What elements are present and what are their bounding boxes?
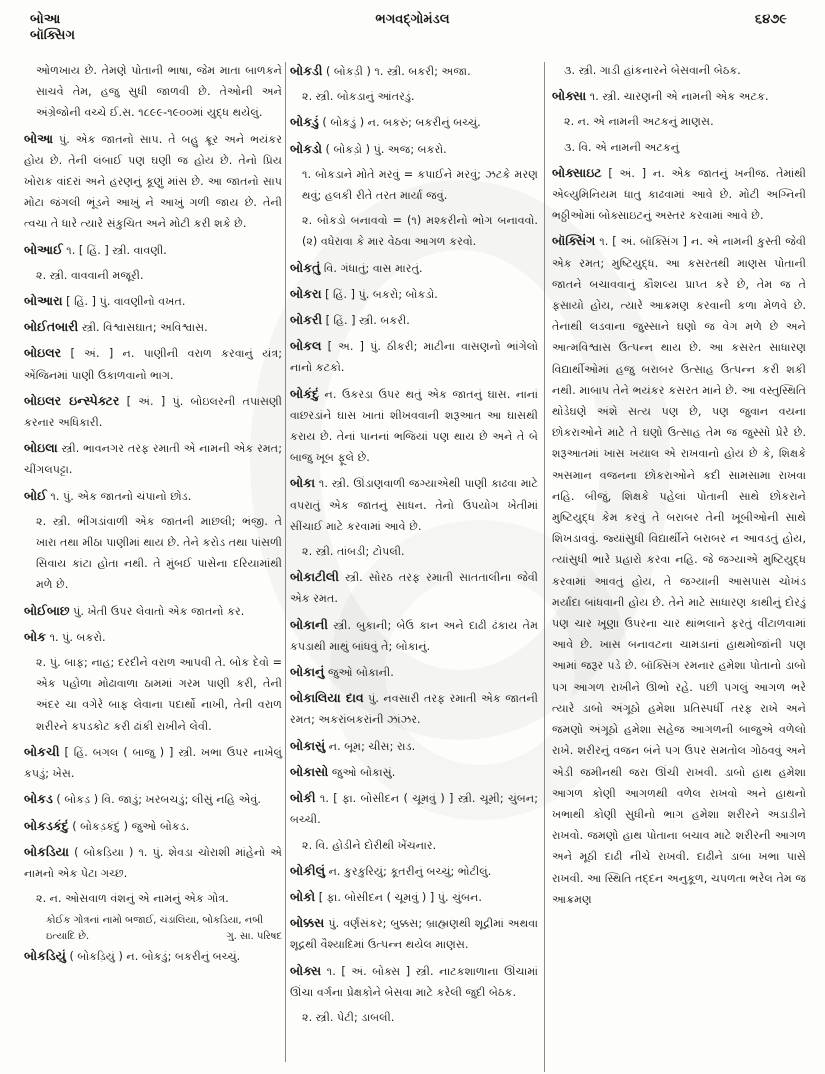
dictionary-entry <box>290 735 538 757</box>
definition: ( બોકડ઼ી ) ૧. સ્ત્રી. બકરી; અજા. <box>326 65 471 78</box>
dictionary-entry <box>290 960 538 1003</box>
definition: ( બોકડ઼ો ) પું. અજ; બકરો. <box>325 142 447 156</box>
definition: જુઓ બોકાની. <box>327 666 394 680</box>
headword: બોક્સ <box>290 962 322 978</box>
headword: બોકલ <box>290 338 322 354</box>
dictionary-entry <box>290 383 538 469</box>
headword: બોકરા <box>290 285 322 301</box>
dictionary-entry <box>290 860 538 882</box>
sub-sense: ૧. બોકડાને મોતે મરવું = કપાઈને મરવું; ઝટકે મરણ થવું; હલકી રીતે તરત માર્યા જવું. <box>302 167 538 203</box>
dictionary-entry <box>24 239 282 261</box>
dictionary-entry <box>290 614 538 657</box>
dictionary-entry <box>290 309 538 331</box>
headword: બોકતું <box>290 259 321 275</box>
dictionary-entry <box>290 138 538 160</box>
dictionary-entry <box>290 257 538 279</box>
dictionary-entry <box>290 335 538 378</box>
dictionary-entry <box>24 626 282 648</box>
headword: બોઆરા <box>24 293 63 309</box>
headword: બોકડું <box>290 114 319 130</box>
sub-sense: ૩. વિ. એ નામની અટકનું <box>564 140 680 154</box>
definition: પું. ખેતી ઉપર લેવાતો એક જાતનો કર. <box>73 604 245 618</box>
definition: [ અ. ] પું. ઠીકરી; માટીના વાસણનો ભાંગેલો નાનો કટકો. <box>290 340 538 375</box>
headword: બોકાટીલી <box>290 569 339 585</box>
definition: ( બોકડ઼ું ) ન. બકરું; બકરીનું બચ્ચું. <box>322 116 481 130</box>
definition: ૧. [ અં. બૉક્સિંગ ] ન. એ નામની કુસ્તી જેવી એક રમત; મુષ્ટિયુદ્ધ. આ કસરતથી માણસ પોતાની જાતને બચાવવાનું કૌશલ્ય પ્રાપ્ત કરે છે, તેમ જ તે ફસાયો હોય, ત્યારે આક્રમણ કરવાની કળા મેળવે છે. તેનાથી લડવાના જુસ્સાને ઘણો જ વેગ મળે છે અને આત્મવિશ્વાસ ઉત્પન્ન થાય છે. આ કસરત સાધારણ વિદ્યાર્થીઓમાં હજુ બરાબર ઉત્સાહ ઉત્પન્ન કરી શકી નથી. માબાપ તેને ભયંકર કસરત માને છે. આ વસ્તુસ્થિતિ થોડેઘણે અંશે સત્ય પણ છે, પણ જુવાન વયના છોકરાઓને માટે તે ઘણો ઉત્સાહ તેમ જ જુસ્સો પ્રેરે છે. શરૂઆતમાં ખાસ ખયાલ એ રાખવાનો હોય છે કે, શિક્ષકે અસમાન વજનના છોકરાઓને કદી સામસામા રાખવા નહિ. બીજું, શિક્ષકે પહેલાં પોતાની સાથે છોકરાને મુષ્ટિયુદ્ધ કેમ કરવું તે બરાબર તેની ખૂબીઓની સાથે શિખડાવવું. જ્યાંસુધી વિદ્યાર્થીને બરાબર ન આવડતું હોય, ત્યાંસુધી ભારે પ્રહારો કરવા નહિ. જે જગ્યાએ મુષ્ટિયુદ્ધ કરવામાં આવતું હોય, તે જગ્યાની આસપાસ ચોખંડ મર્યાદા બાંધવાની હોય છે. તેને માટે સાધારણ કાથીનું દોરડું પણ ચાર ખૂણા ઉપરના ચાર થાંભલાને ફરતું વીંટાળવામાં આવે છે. ખાસ બનાવટના ચામડાનાં હાથમોજાંની પણ આમાં જરૂર પડે છે. બૉક્સિંગ રમનાર હમેશા પોતાનો ડાબો પગ આગળ રાખીને ઊભો રહે. પછી પગલું આગળ ભરે ત્યારે ડાબો અંગૂઠો હમેશા પ્રતિસ્પર્ધી તરફ રાખે અને જમણો અંગૂઠો હમેશા સહેજ આગળની બાજુએ વળેલો રાખે. શરીરનું વજન બંને પગ ઉપર સમતોલ ગોઠવવું અને એડી જમીનથી જરા ઊંચી રાખવી. ડાબો હાથ હમેશા આગળ કોણી આગળથી વળેલ રાખવો અને હાથનો ખભાથી કોણી સુધીનો ભાગ હમેશા શરીરને અડાડીને રાખવો. જમણો હાથ પોતાના બચાવ માટે શરીરની આગળ અને મૂઠી દાઢી નીચે રાખવી. દાઢીને ડાબા ખભા પાસે રાખવી. આ સ્થિતિ તદ્દન અનુકૂળ, ચપળતા ભરેલ તેમ જ આક્રમણ <box>552 235 806 906</box>
dictionary-entry <box>24 342 282 385</box>
note-text: કોઈક ગોત્રનાં નામો બજાઈ, ચંડાલિયા, બોકડિયા, નબી ઇત્યાદિ છે. <box>46 915 264 943</box>
dictionary-entry <box>290 661 538 683</box>
guide-word-last: બૉક્સિગ <box>30 28 75 43</box>
definition: ( બોકડ઼કંદું ) જુઓ બોકડ. <box>72 819 190 833</box>
headword: બોકંદું <box>290 385 319 401</box>
dictionary-entry <box>24 841 282 884</box>
definition: સ્ત્રી. સોરઠ તરફ રમાતી સાતતાલીના જેવી એક રમત. <box>290 571 538 606</box>
headword: બૉક્સિંગ <box>552 233 596 249</box>
headword: બોઆઈ <box>24 241 63 257</box>
sub-sense: ૨. સ્ત્રી. વાવવાની મજૂરી. <box>36 268 144 282</box>
definition: ( બોકડ઼િયા ) ૧. પું. શેવડા ચોરાશી માંહેનો એ નામનો એક પેટા ગચ્છ. <box>24 845 282 880</box>
note-source: ગુ. સા. પરિષદ <box>226 931 282 943</box>
dictionary-entry <box>24 741 282 784</box>
definition: [ અં. ] ન. એક જાતનું ખનીજ. તેમાંથી એલ્યુમિનિયમ ધાતુ કાઢવામાં આવે છે. મોટી અગ્નિની ભઠ્ઠીઓમાં બોક્સાઇટનું અસ્તર કરવામાં આવે છે. <box>552 166 806 223</box>
headword: બોકડો <box>290 140 322 156</box>
sub-sense: ૨. સ્ત્રી. તાંબડી; ટોપલી. <box>302 545 405 559</box>
headword: બોકાનું <box>290 664 325 680</box>
dictionary-entry <box>290 687 538 730</box>
dictionary-entry <box>290 566 538 609</box>
definition: [ હિં. બગલ ( બાજુ ) ] સ્ત્રી. ખભા ઉપર નાખેલું કપડું; ખેસ. <box>24 745 282 781</box>
column-divider <box>285 62 286 1062</box>
dictionary-entry <box>24 437 282 480</box>
column-divider <box>544 62 545 1072</box>
headword: બોઈ <box>24 487 47 503</box>
definition: ૧. [ અં. બોક્સ ] સ્ત્રી. નાટકશાળાના ઊંચામાં ઊંચા વર્ગના પ્રેક્ષકોને બેસવા માટે કરેલી જુદી બેઠક. <box>290 964 538 999</box>
sub-sense: ૨. ન. એ નામની અટકનું માણસ. <box>564 115 714 129</box>
headword: બોકાસો <box>290 763 329 779</box>
definition: ૧. સ્ત્રી. ચારણની એ નામની એક અટક. <box>589 90 769 104</box>
definition: ( બોકડ઼િયું ) ન. બોકડું; બકરીનું બચ્ચું. <box>69 950 241 964</box>
definition: [ હિં. ] પું. વાવણીનો વખત. <box>66 295 186 309</box>
definition: ૧. [ ફા. બોસીદન ( ચૂમવું ) ] સ્ત્રી. ચૂમી; ચુંબન; બચ્ચી. <box>290 792 538 827</box>
definition: [ હિં. ] પું. બકરો; બોકડો. <box>325 287 438 301</box>
headword: બોકડિયા <box>24 843 69 859</box>
page-title: ભગવદ્ગોમંડલ <box>375 12 450 27</box>
dictionary-entry <box>24 945 282 967</box>
headword: બોઈતબારી <box>24 319 79 335</box>
dictionary-entry <box>290 472 538 537</box>
headword: બોકડી <box>290 63 323 78</box>
sub-sense: ૩. સ્ત્રી. ગાડી હાંકનારને બેસવાની બેઠક. <box>564 64 741 77</box>
dictionary-entry <box>290 761 538 783</box>
definition: ન. ઉકરડા ઉપર થતું એક જાતનું ઘાસ. નાનાં વાછરડાંને ઘાસ ખાતાં શીખવવાની શરૂઆત આ ઘાસથી કરાય છે. તેનાં પાનનાં ભજિયાં પણ થાય છે અને તે બે બાજુ ખૂબ ફૂલે છે. <box>290 387 538 465</box>
page-number: ૬૪૭૯ <box>754 12 787 27</box>
headword: બોકી <box>290 790 316 806</box>
headword: બોક્સા <box>552 88 587 104</box>
definition: ન. બૂમ; ચીસ; રાડ. <box>328 739 416 753</box>
definition: [ અં. ] પું. બોઇલરની તપાસણી કરનાર અધિકારી. <box>24 394 282 430</box>
dictionary-entry <box>24 316 282 338</box>
definition: ન. કુરકુરિયું; કૂતરીનું બચ્ચું; ભોટીલું. <box>328 864 492 878</box>
headword: બોક <box>24 628 46 644</box>
citation-note <box>46 913 282 945</box>
definition: [ હિં. ] સ્ત્રી. બકરી. <box>325 314 410 328</box>
definition: ૧. પું. એક જાતનો ચંપાનો છોડ. <box>50 489 192 503</box>
guide-word-first: બોઆ <box>30 12 61 27</box>
headword: બોકડિયું <box>24 948 66 964</box>
definition: ૧. સ્ત્રી. ઊંડાણવાળી જગ્યાએથી પાણી કાઢવા માટે વપરાતું એક જાતનું સાધન. તેનો ઉપયોગ ખેતીમાં સીંચાઈ માટે કરવામાં આવે છે. <box>290 477 538 533</box>
dictionary-entry <box>24 600 282 622</box>
dictionary-entry <box>290 283 538 305</box>
continued-text: ઓળખાય છે. તેમણે પોતાની ભાષા, જેમ માતા બાળકને સાચવે તેમ, હજુ સુધી જાળવી છે. તેઓની અને અંગ્રેજોની વચ્ચે ઈ.સ. ૧૮૯૯-૧૯૦૦માં યુદ્ધ થયેલું. <box>36 64 282 120</box>
sub-sense: ૨. ન. ઓસવાળ વંશનું એ નામનું એક ગોત્ર. <box>36 892 229 906</box>
column-right <box>552 60 806 914</box>
dictionary-entry <box>552 85 806 107</box>
dictionary-entry <box>24 815 282 837</box>
sub-sense: ૨. સ્ત્રી. બોકડાનું આંતરડું. <box>302 90 415 104</box>
dictionary-entry <box>290 886 538 908</box>
headword: બોઇલર ઇન્સ્પેક્ટર <box>24 392 120 408</box>
definition: ૧. [ હિં. ] સ્ત્રી. વાવણી. <box>66 243 167 257</box>
headword: બોક્કસ <box>290 915 325 931</box>
definition: વિ. ગંધાતું; વાસ મારતું. <box>323 261 423 275</box>
dictionary-entry <box>24 485 282 507</box>
headword: બોક્સાઇટ <box>552 164 602 180</box>
headword: બોકાલિયા દાવ <box>290 690 364 706</box>
headword: બોકચી <box>24 743 60 759</box>
sub-sense: ૨. પું. બાફ; નાહ; દરદીને વરાળ આપવી તે. બોક દેવો = એક પહોળા મોઢાવાળા ઠામમાં ગરમ પાણી કરી, તેની અંદર ચા વગેરે બાફ લેવાના પદાર્થો નાખી, તેની વરાળ શરીરને કપડકોટ કરી ઢાંકી રાખીને લેવી. <box>36 656 282 733</box>
definition: જુઓ બોકાસું. <box>331 765 396 779</box>
definition: પું. વર્ણસંકર; બુક્કસ; બ્રાહ્મણથી શૂદ્રીમાં અથવા શૂદ્રથી વૈશ્યાદિમાં ઉત્પન્ન થયેલ માણસ. <box>290 917 538 952</box>
headword: બોકીલું <box>290 862 326 878</box>
sub-sense: ૨. સ્ત્રી. પેટી; ડાબલી. <box>302 1010 395 1024</box>
dictionary-entry <box>24 390 282 433</box>
definition: સ્ત્રી. વિશ્વાસઘાત; અવિશ્વાસ. <box>81 321 208 335</box>
dictionary-entry <box>24 290 282 312</box>
headword: બોકડકંદું <box>24 817 69 833</box>
headword: બોકો <box>290 888 316 904</box>
headword: બોકા <box>290 475 316 491</box>
headword: બોઈબાછ <box>24 602 70 618</box>
headword: બોકાની <box>290 616 328 632</box>
dictionary-entry <box>24 788 282 810</box>
definition: [ અં. ] ન. પાણીની વરાળ કરવાનું યંત્ર; એંજિનમાં પાણી ઉકાળવાનો ભાગ. <box>24 347 283 382</box>
definition: ( બોકડ઼ ) વિ. જાડું; ખરબચડું; લીસું નહિ એવું. <box>56 793 261 807</box>
sub-sense: ૨. સ્ત્રી. ભીંગડાંવાળી એક જાતની માછલી; ભંજી. તે ખારા તથા મીઠા પાણીમાં થાય છે. તેને કરોડ તથા પાંસળી સિવાય કાંટા હોતા નથી. તે મુંબઈ પાસેના દરિયામાંથી મળે છે. <box>36 514 282 592</box>
definition: પું. એક જાતનો સાપ. તે બહુ ક્રૂર અને ભયંકર હોય છે. તેની લંબાઈ પણ ઘણી જ હોય છે. તેનો પ્રિય ખોરાક વાંદરાં અને હરણનું કૂણું માંસ છે. આ જાતનો સાપ મોટા જંગલી ભૂંડને આખું ને આખું ગળી જાય છે. તેની ત્વચા તે ધારે ત્યારે સંકુચિત અને મોટી કરી શકે છે. <box>24 132 282 231</box>
definition: સ્ત્રી. ભાવનગર તરફ રમાતી એ નામની એક રમત; ચીંગલપટ્ટા. <box>24 442 282 477</box>
headword: બોઆ <box>24 130 54 146</box>
headword: બોકડ <box>24 791 53 807</box>
definition: સ્ત્રી. બુકાની; બેઉ કાન અને દાઢી ઢંકાય તેમ કપડાથી માથું બાંધવું તે; બોકાનું. <box>290 618 538 653</box>
sub-sense: ૨. બોકડો બનાવવો = (૧) મશ્કરીનો ભોગ બનાવવો. (૨) વધેરાવા કે માર વેઠવા આગળ કરવો. <box>302 214 538 249</box>
dictionary-entry <box>290 111 538 133</box>
column-middle <box>290 60 538 1032</box>
dictionary-entry <box>24 128 282 235</box>
dictionary-entry <box>290 60 538 82</box>
sub-sense: ૨. વિ. હોડીને દોરીથી ખેંચનાર. <box>302 838 437 852</box>
dictionary-entry <box>290 912 538 955</box>
headword: બોકાસું <box>290 737 326 753</box>
definition: ૧. પું. બકરો. <box>49 630 106 644</box>
definition: પું. નવસારી તરફ રમાતી એક જાતની રમત; અકરાંબકરાંની ઝાંઝર. <box>290 692 538 727</box>
definition: [ ફા. બોસીદન ( ચૂમવું ) ] પું. ચુંબન. <box>318 890 482 904</box>
headword: બોઇલર <box>24 345 62 361</box>
dictionary-entry <box>290 787 538 830</box>
headword: બોઇલા <box>24 440 58 456</box>
dictionary-entry <box>552 162 806 227</box>
column-left <box>24 60 282 972</box>
headword: બોકરી <box>290 312 323 328</box>
dictionary-entry <box>552 230 806 910</box>
